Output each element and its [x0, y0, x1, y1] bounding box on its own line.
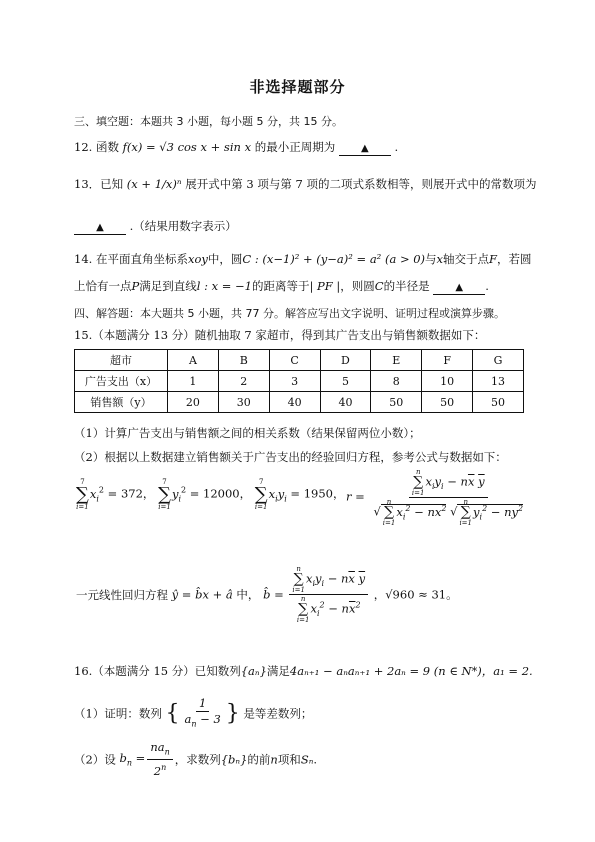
- q12-text-after: 的最小正周期为: [254, 140, 336, 154]
- table-row: [75, 371, 524, 392]
- table-header-cell: F: [422, 350, 473, 371]
- table-cell: 5: [320, 371, 371, 392]
- q14-circle-equation: C : (x−1)² + (y−a)² = a² (a > 0): [242, 252, 426, 266]
- section-4-header: 四、解答题：本大题共 5 小题，共 77 分。解答应写出文字说明、证明过程或演算步骤。: [74, 307, 505, 320]
- table-cell: 20: [168, 392, 219, 413]
- sqrt-note: ，√960 ≈ 31。: [373, 587, 458, 602]
- b-hat-label: b̂ =: [263, 587, 284, 602]
- q14-circle-c: C: [374, 279, 384, 293]
- table-row: [75, 350, 524, 371]
- q15-reference-sums: 7 ∑ i=1 $x_i^2 = 372$， 7 ∑ i=1 $y_i^2 = 12000$， 7 ∑ i=1 $x_iy_i = 1950$，: [76, 478, 345, 511]
- q13-text: 展开式中第 3 项与第 7 项的二项式系数相等，则展开式中的常数项为: [185, 177, 537, 191]
- q16-part2-text: 项和: [277, 752, 301, 767]
- section-3-header: 三、填空题：本题共 3 小题，每小题 5 分，共 15 分。: [74, 115, 343, 128]
- q12-answer-blank: ▲: [339, 143, 391, 156]
- q16-initial-value: ，a₁ = 2.: [481, 664, 533, 678]
- question-15-intro: 15.（本题满分 13 分）随机抽取 7 家超市，得到其广告支出与销售额数据如下：: [74, 328, 486, 342]
- sum-y2-value: = 12000，: [189, 486, 252, 501]
- q16-sn: Sₙ: [300, 752, 314, 767]
- table-cell: 40: [320, 392, 371, 413]
- regression-mid: 中，: [236, 587, 260, 602]
- q16-recurrence: 4aₙ₊₁ − aₙaₙ₊₁ + 2aₙ = 9 (n ∈ N*): [289, 664, 482, 678]
- question-13: [74, 176, 537, 192]
- sum-x2-value: = 372，: [107, 486, 155, 501]
- q12-end: .: [394, 140, 399, 154]
- q14-answer-blank: ▲: [433, 282, 485, 295]
- q16-part1: （1）证明：数列 { $\frac{1}{a_n - 3}$ } 是等差数列；: [74, 696, 525, 731]
- q16-text: 16.（本题满分 15 分）已知数列: [74, 664, 241, 678]
- q14-text: ，若圆: [497, 252, 532, 266]
- q16-part1-text: （1）证明：数列: [74, 706, 162, 721]
- r-fraction: [370, 468, 526, 527]
- question-14-line2: [74, 278, 525, 295]
- q13-answer-blank: ▲: [74, 222, 126, 235]
- table-cell: 50: [422, 392, 473, 413]
- table-cell: 2: [218, 371, 269, 392]
- table-row-label: 销售额（y）: [75, 392, 168, 413]
- sum-xy-value: = 1950，: [290, 486, 345, 501]
- q14-text: 中，圆: [207, 252, 243, 266]
- q14-text: 在平面直角坐标系: [95, 252, 188, 266]
- regression-equation: ŷ = b̂x + â: [171, 587, 233, 602]
- q14-point-f: F: [489, 252, 498, 266]
- q15-correlation-formula: [346, 468, 528, 527]
- q13-binomial-expression: (x + 1/x)ⁿ: [126, 177, 182, 191]
- q16-bn-fraction: $\frac{na_n}{2^n}$: [147, 740, 172, 779]
- table-row: [75, 392, 524, 413]
- table-cell: 13: [473, 371, 524, 392]
- sigma-symbol: 7 ∑ i=1: [158, 478, 171, 511]
- question-16-intro: [74, 663, 533, 679]
- table-cell: 40: [269, 392, 320, 413]
- q14-text: 满足到直线: [139, 279, 197, 293]
- page-title: 非选择题部分: [249, 78, 346, 96]
- q14-point-p: P: [131, 279, 140, 293]
- b-hat-fraction: [289, 565, 368, 624]
- question-12: [74, 139, 525, 156]
- b-denominator: n ∑ i=1 $x_i^2 - n\overline{x}^2$: [296, 595, 361, 624]
- table-header-cell: C: [269, 350, 320, 371]
- r-numerator: n ∑ i=1 $x_iy_i - n\overline{x}$ $\overline{y}$: [409, 468, 488, 498]
- table-cell: 50: [371, 392, 422, 413]
- q14-text: 的半径是: [383, 279, 430, 293]
- table-header-cell: A: [168, 350, 219, 371]
- q14-xoy: xoy: [187, 252, 208, 266]
- q12-text-before: 函数: [95, 140, 123, 154]
- q12-number: 12.: [74, 140, 93, 154]
- table-header-cell: E: [371, 350, 422, 371]
- table-header-cell: 超市: [75, 350, 168, 371]
- q14-text: ，则圆: [340, 279, 375, 293]
- q15-regression-formula: [76, 565, 458, 624]
- q16-text: 满足: [266, 664, 290, 678]
- table-cell: 10: [422, 371, 473, 392]
- table-cell: 8: [371, 371, 422, 392]
- r-label: r =: [346, 489, 365, 504]
- q16-part2-text: （2）设: [74, 752, 116, 767]
- q16-end: .: [313, 752, 318, 767]
- q13-note: .（结果用数字表示）: [129, 219, 237, 233]
- q13-number: 13．已知: [74, 177, 124, 191]
- table-cell: 50: [473, 392, 524, 413]
- table-header-cell: G: [473, 350, 524, 371]
- q14-text: 与: [425, 252, 437, 266]
- question-14-line1: [74, 251, 532, 267]
- sigma-symbol: 7 ∑ i=1: [254, 478, 268, 511]
- q15-part1: （1）计算广告支出与销售额之间的相关系数（结果保留两位小数）；: [74, 426, 421, 440]
- q16-sequence-a: {aₙ}: [240, 664, 267, 678]
- q16-part2-text: ，求数列: [174, 752, 221, 767]
- table-cell: 30: [218, 392, 269, 413]
- table-cell: 3: [269, 371, 320, 392]
- q16-part1-text: 是等差数列；: [243, 706, 313, 721]
- q14-x: x: [436, 252, 444, 266]
- b-numerator: n ∑ i=1 $x_iy_i - n\overline{x}$ $\overline{y}$: [289, 565, 368, 595]
- table-cell: 1: [168, 371, 219, 392]
- q16-part2: （2）设 $b_n$ = $\frac{na_n}{2^n}$ ，求数列{bₙ}的前n项和Sₙ.: [74, 740, 318, 779]
- q16-n: n: [270, 752, 278, 767]
- table-row-label: 广告支出（x）: [75, 371, 168, 392]
- q16-part2-text: 的前: [247, 752, 271, 767]
- q14-end: .: [485, 279, 489, 293]
- q12-function: f(x) = √3 cos x + sin x: [122, 140, 252, 154]
- table-header-cell: B: [218, 350, 269, 371]
- r-denominator: √ n ∑ i=1 $x_i^2 - n\overline{x}^2$ √ n ∑ i=1 $y_i^2 - n\overline{y}^2$: [373, 498, 524, 527]
- q14-number: 14.: [74, 252, 93, 266]
- sigma-symbol: 7 ∑ i=1: [76, 478, 89, 511]
- q15-data-table: [74, 349, 524, 413]
- regression-text: 一元线性回归方程: [76, 587, 168, 602]
- q14-text: 的距离等于: [252, 279, 310, 293]
- table-header-cell: D: [320, 350, 371, 371]
- q16-sequence-b: {bₙ}: [220, 752, 248, 767]
- q15-part2: （2）根据以上数据建立销售额关于广告支出的经验回归方程，参考公式与数据如下：: [74, 450, 507, 464]
- q16-reciprocal-fraction: $\frac{1}{a_n - 3}$: [184, 696, 221, 729]
- q14-text: 轴交于点: [443, 252, 490, 266]
- q14-pf-distance: | PF |: [309, 279, 341, 293]
- question-13-line2: [74, 218, 525, 235]
- q14-text: 上恰有一点: [74, 279, 132, 293]
- q14-line-equation: l : x = −1: [196, 279, 252, 293]
